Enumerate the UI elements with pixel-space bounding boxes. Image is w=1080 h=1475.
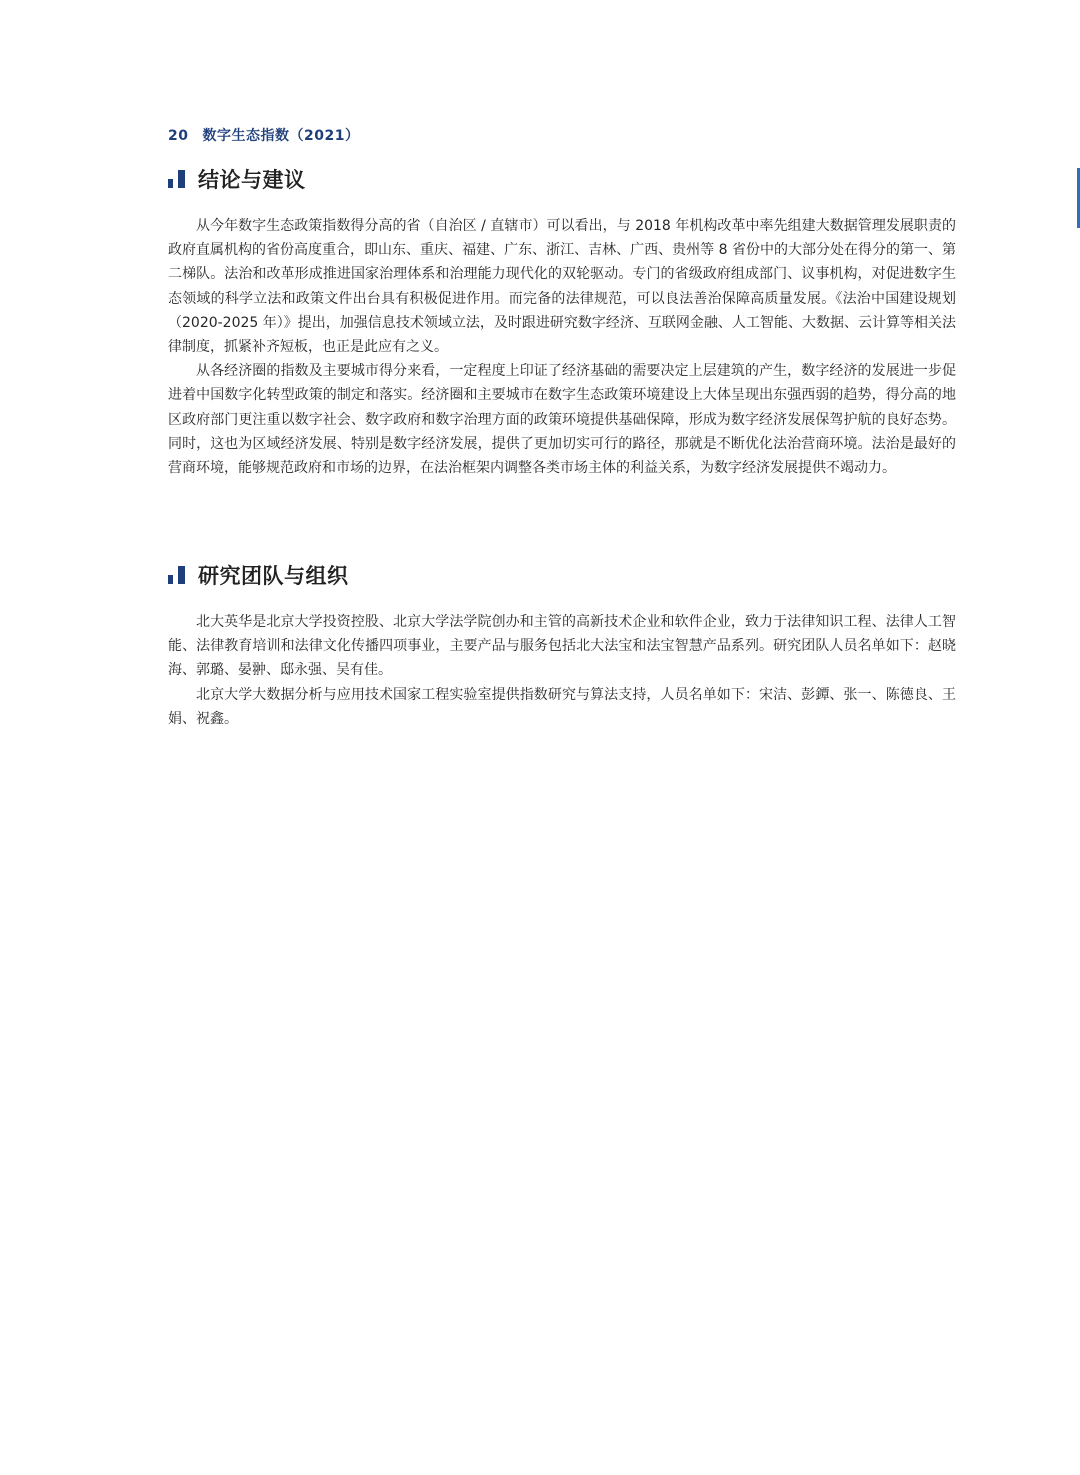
paragraph: 从今年数字生态政策指数得分高的省（自治区 / 直辖市）可以看出，与 2018 年机构改革中率先组建大数据管理发展职责的政府直属机构的省份高度重合，即山东、重庆、福建、广东、浙江、吉林、广西、贵州等 8 省份中的大部分处在得分的第一、第二梯队。法治和改革形成推进国家治理体系和治理能力现代化的双轮驱动。专门的省级政府组成部门、议事机构，对促进数字生态领域的科学立法和政策文件出台具有积极促进作用。而完备的法律规范，可以良法善治保障高质量发展。《法治中国建设规划（2020-2025 年）》提出，加强信息技术领域立法，及时跟进研究数字经济、互联网金融、人工智能、大数据、云计算等相关法律制度，抓紧补齐短板，也正是此应有之义。 <box>168 218 956 356</box>
section-body-conclusions <box>168 214 956 480</box>
section-title: 结论与建议 <box>198 168 306 192</box>
paragraph: 从各经济圈的指数及主要城市得分来看，一定程度上印证了经济基础的需要决定上层建筑的产生，数字经济的发展进一步促进着中国数字化转型政策的制定和落实。经济圈和主要城市在数字生态政策环境建设上大体呈现出东强西弱的趋势，得分高的地区政府部门更注重以数字社会、数字政府和数字治理方面的政策环境提供基础保障，形成为数字经济发展保驾护航的良好态势。同时，这也为区域经济发展、特别是数字经济发展，提供了更加切实可行的路径，那就是不断优化法治营商环境。法治是最好的营商环境，能够规范政府和市场的边界，在法治框架内调整各类市场主体的利益关系，为数字经济发展提供不竭动力。 <box>168 363 956 477</box>
paragraph: 北大英华是北京大学投资控股、北京大学法学院创办和主管的高新技术企业和软件企业，致力于法律知识工程、法律人工智能、法律教育培训和法律文化传播四项事业，主要产品与服务包括北大法宝和法宝智慧产品系列。研究团队人员名单如下：赵晓海、郭璐、晏翀、邸永强、吴有佳。 <box>168 614 956 679</box>
running-header <box>168 125 359 145</box>
report-title: 数字生态指数（2021） <box>202 128 360 144</box>
section-heading-team <box>168 560 349 590</box>
heading-bar-icon <box>168 566 186 584</box>
paragraph: 北京大学大数据分析与应用技术国家工程实验室提供指数研究与算法支持，人员名单如下：宋洁、彭鐔、张一、陈德良、王娟、祝鑫。 <box>168 686 956 727</box>
section-body-team <box>168 610 956 731</box>
section-title: 研究团队与组织 <box>198 564 349 588</box>
heading-bar-icon <box>168 170 186 188</box>
page-number: 20 <box>168 128 189 144</box>
section-heading-conclusions <box>168 164 306 194</box>
